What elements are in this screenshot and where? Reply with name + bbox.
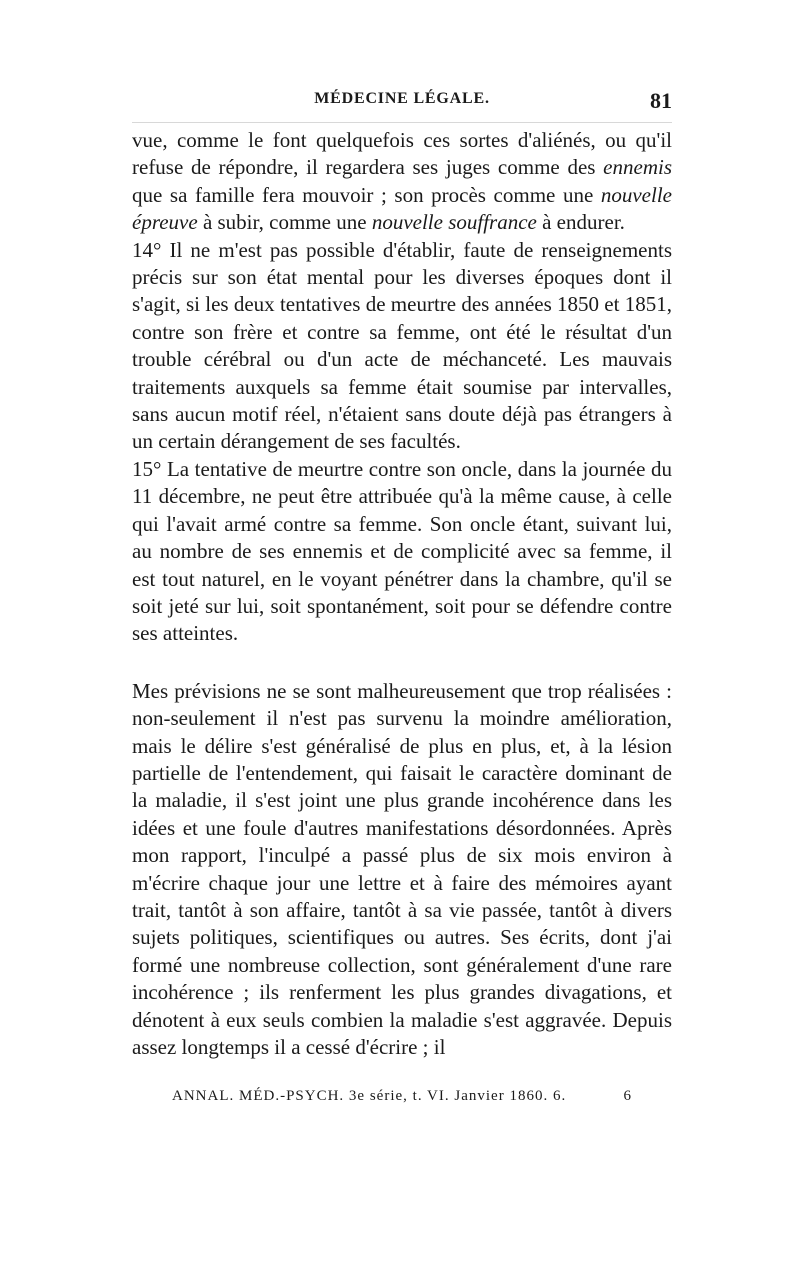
signature-mark: 6 <box>623 1088 632 1104</box>
text-run: à endurer. <box>536 210 625 235</box>
signature-footer <box>172 1088 632 1105</box>
text-run: à subir, comme une <box>197 210 372 235</box>
running-title: MÉDECINE LÉGALE. <box>314 90 490 107</box>
paragraph-continuation <box>132 127 672 237</box>
text-run: que sa famille fera mouvoir ; son procès comme une <box>132 182 601 207</box>
running-header <box>132 88 672 123</box>
section-gap <box>132 648 672 678</box>
book-page <box>132 88 672 1061</box>
emphasis-nouvelle-souffrance: nouvelle souffrance <box>371 210 537 235</box>
paragraph-follow-up: Mes prévisions ne se sont malheureusement que trop réalisées : non-seulement il n'est pas survenu la moindre amélioration, mais le délire s'est généralisé de plus en plus, et, à la lésion partielle de l'entendement, qui faisait le caractère dominant de la maladie, il s'est joint une plus grande incohérence dans les idées et une foule d'autres manifestations désordonnées. Après mon rapport, l'inculpé a passé plus de six mois environ à m'écrire chaque jour une lettre et à faire des mémoires ayant trait, tantôt à son affaire, tantôt à sa vie passée, tantôt à divers sujets politiques, scientifiques ou autres. Ses écrits, dont j'ai formé une nombreuse collection, sont généralement d'une rare incohérence ; ils renferment les plus grandes divagations, et dénotent à eux seuls combien la maladie s'est aggravée. Depuis assez longtemps il a cessé d'écrire ; il <box>132 678 672 1059</box>
signature-line: ANNAL. MÉD.-PSYCH. 3e série, t. VI. Janvier 1860. 6. <box>172 1088 567 1104</box>
text-run: vue, comme le font quelquefois ces sortes d'aliénés, ou qu'il refuse de répondre, il regardera ses juges comme des <box>132 128 672 180</box>
emphasis-ennemis: ennemis <box>603 155 672 180</box>
page-number: 81 <box>650 88 672 113</box>
paragraph-15: 15° La tentative de meurtre contre son oncle, dans la journée du 11 décembre, ne peut être attribuée qu'à la même cause, à celle qui l'avait armé contre sa femme. Son oncle étant, suivant lui, au nombre de ses ennemis et de complicité avec sa femme, il est tout naturel, en le voyant pénétrer dans la chambre, qu'il se soit jeté sur lui, soit spontanément, soit pour se défendre contre ses atteintes. <box>132 456 672 646</box>
paragraph-14: 14° Il ne m'est pas possible d'établir, faute de renseignements précis sur son état mental pour les diverses époques dont il s'agit, si les deux tentatives de meurtre des années 1850 et 1851, contre son frère et contre sa femme, ont été le résultat d'un trouble cérébral ou d'un acte de méchanceté. Les mauvais traitements auxquels sa femme était soumise par intervalles, sans aucun motif réel, n'étaient sans doute déjà pas étrangers à un certain dérangement de ses facultés. <box>132 237 672 454</box>
emphasis-nouvelle-epreuve: nouvelle épreuve <box>132 182 672 235</box>
